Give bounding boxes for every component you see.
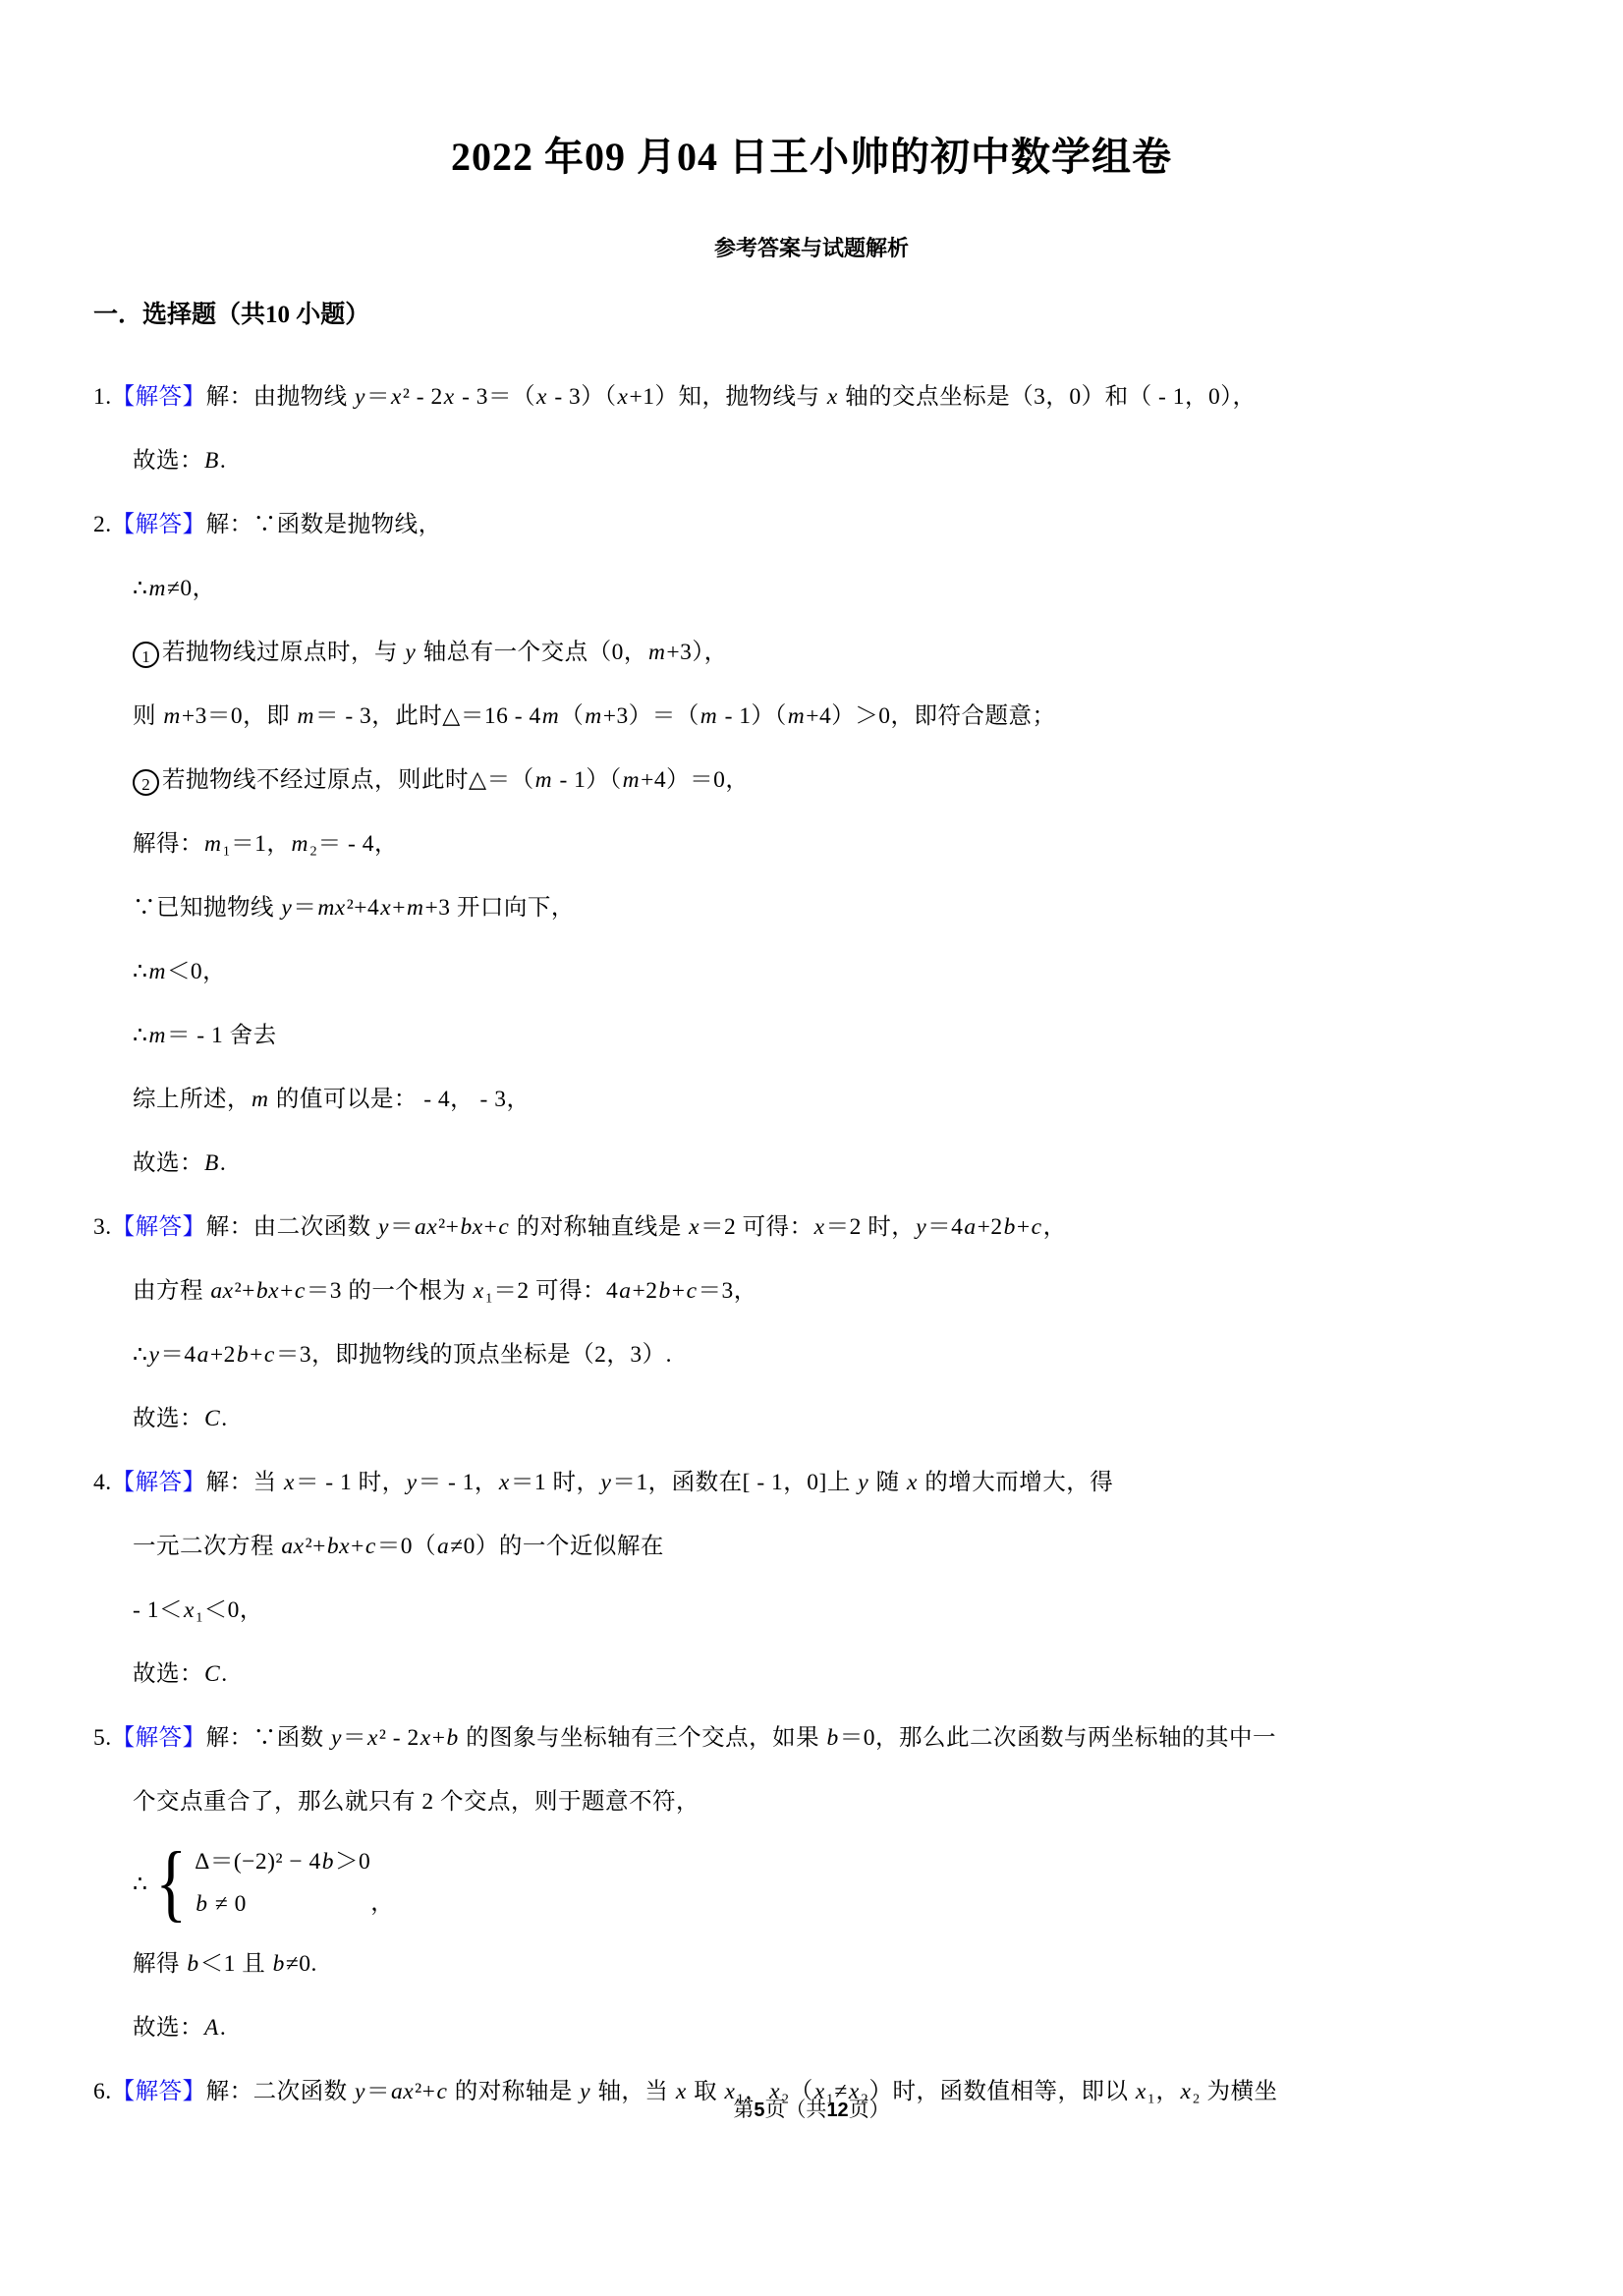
solution-line: 3.【解答】解：由二次函数 y＝ax²+bx+c 的对称轴直线是 x＝2 可得：x＝2 时，y＝4a+2b+c，: [93, 1214, 1067, 1240]
solution-line: 5.【解答】解：∵函数 y＝x² - 2x+b 的图象与坐标轴有三个交点，如果 b＝0，那么此二次函数与两坐标轴的其中一: [93, 1725, 1276, 1751]
page-footer: [0, 2097, 1623, 2123]
solution-line: 2 若抛物线不经过原点，则此时△＝（m - 1）（m+4）＝0，: [93, 749, 1564, 812]
solution-line: 2.【解答】解：∵函数是抛物线，: [93, 512, 442, 537]
solution-line: 解得：m₁＝1，m₂＝ - 4，: [133, 831, 398, 857]
circled-number: 1: [133, 642, 159, 668]
solution-line: 则 m+3＝0，即 m＝ - 3，此时△＝16 - 4m（m+3）＝（m - 1）（m+4）＞0，即符合题意；: [133, 703, 1056, 729]
solution-line: 4.【解答】解：当 x＝ - 1 时，y＝ - 1，x＝1 时，y＝1，函数在[ - 1，0]上 y 随 x 的增大而增大，得: [93, 1470, 1114, 1495]
system-brace: {: [155, 1835, 188, 1931]
system-equation-row: b ≠ 0: [196, 1891, 247, 1917]
document-title: 2022 年09 月04 日王小帅的初中数学组卷: [451, 135, 1172, 179]
solution-line: ∴m＝ - 1 舍去: [133, 1023, 277, 1048]
solution-line: 6.【解答】解：二次函数 y＝ax²+c 的对称轴是 y 轴，当 x 取 x₁，x₂（x₁≠x₂）时，函数值相等，即以 x₁，x₂ 为横坐: [93, 2079, 1278, 2104]
solution-line: 解得 b＜1 且 b≠0.: [133, 1951, 317, 1977]
system-equations: [195, 1841, 370, 1926]
solution-line: 综上所述，m 的值可以是： - 4， - 3，: [133, 1087, 531, 1112]
solution-line: 故选：A.: [133, 2015, 227, 2041]
solution-line-system: [93, 1834, 1564, 1932]
answer-tag: 【解答】: [111, 384, 206, 410]
solution-line: ∴y＝4a+2b+c＝3，即抛物线的顶点坐标是（2，3）.: [133, 1342, 672, 1368]
solution-line: ∴m＜0，: [133, 959, 227, 984]
therefore-symbol: ∴: [133, 1871, 148, 1897]
footer-page-number: 5: [754, 2100, 765, 2121]
answer-tag: 【解答】: [111, 2079, 206, 2104]
solution-line: 由方程 ax²+bx+c＝3 的一个根为 x₁＝2 可得：4a+2b+c＝3，: [133, 1278, 757, 1304]
answer-tag: 【解答】: [111, 1214, 206, 1240]
solutions-list: [93, 330, 1564, 2124]
answer-tag: 【解答】: [111, 1470, 206, 1495]
footer-text-mid: 页（共: [764, 2098, 827, 2121]
circled-number: 2: [133, 769, 159, 796]
footer-text-post: 页）: [848, 2098, 890, 2121]
solution-line: - 1＜x₁＜0，: [133, 1597, 263, 1623]
solution-line: 故选：C.: [133, 1406, 228, 1431]
footer-total-pages: 12: [826, 2100, 849, 2121]
solution-line: 故选：B.: [133, 1150, 227, 1176]
solution-line: ∴m≠0，: [133, 576, 216, 601]
solution-line: 故选：B.: [133, 448, 227, 474]
answer-tag: 【解答】: [111, 1725, 206, 1751]
document-subtitle: 参考答案与试题解析: [713, 236, 909, 260]
solution-line: 1.【解答】解：由抛物线 y＝x² - 2x - 3＝（x - 3）（x+1）知，抛物线与 x 轴的交点坐标是（3，0）和（ - 1，0），: [93, 384, 1257, 410]
answer-tag: 【解答】: [111, 512, 206, 537]
solution-line: 1 若抛物线过原点时，与 y 轴总有一个交点（0，m+3），: [93, 621, 1564, 685]
system-suffix: ，: [370, 1890, 395, 1916]
solution-line: ∵已知抛物线 y＝mx²+4x+m+3 开口向下，: [133, 895, 575, 921]
section-heading: 一．选择题（共10 小题）: [93, 302, 370, 328]
footer-text-pre: 第: [733, 2098, 755, 2121]
solution-line: 故选：C.: [133, 1661, 228, 1687]
solution-line: 一元二次方程 ax²+bx+c＝0（a≠0）的一个近似解在: [133, 1534, 664, 1559]
system-equation-row: Δ＝(−2)² − 4b＞0: [195, 1849, 371, 1875]
solution-line: 个交点重合了，那么就只有 2 个交点，则于题意不符，: [133, 1789, 700, 1815]
